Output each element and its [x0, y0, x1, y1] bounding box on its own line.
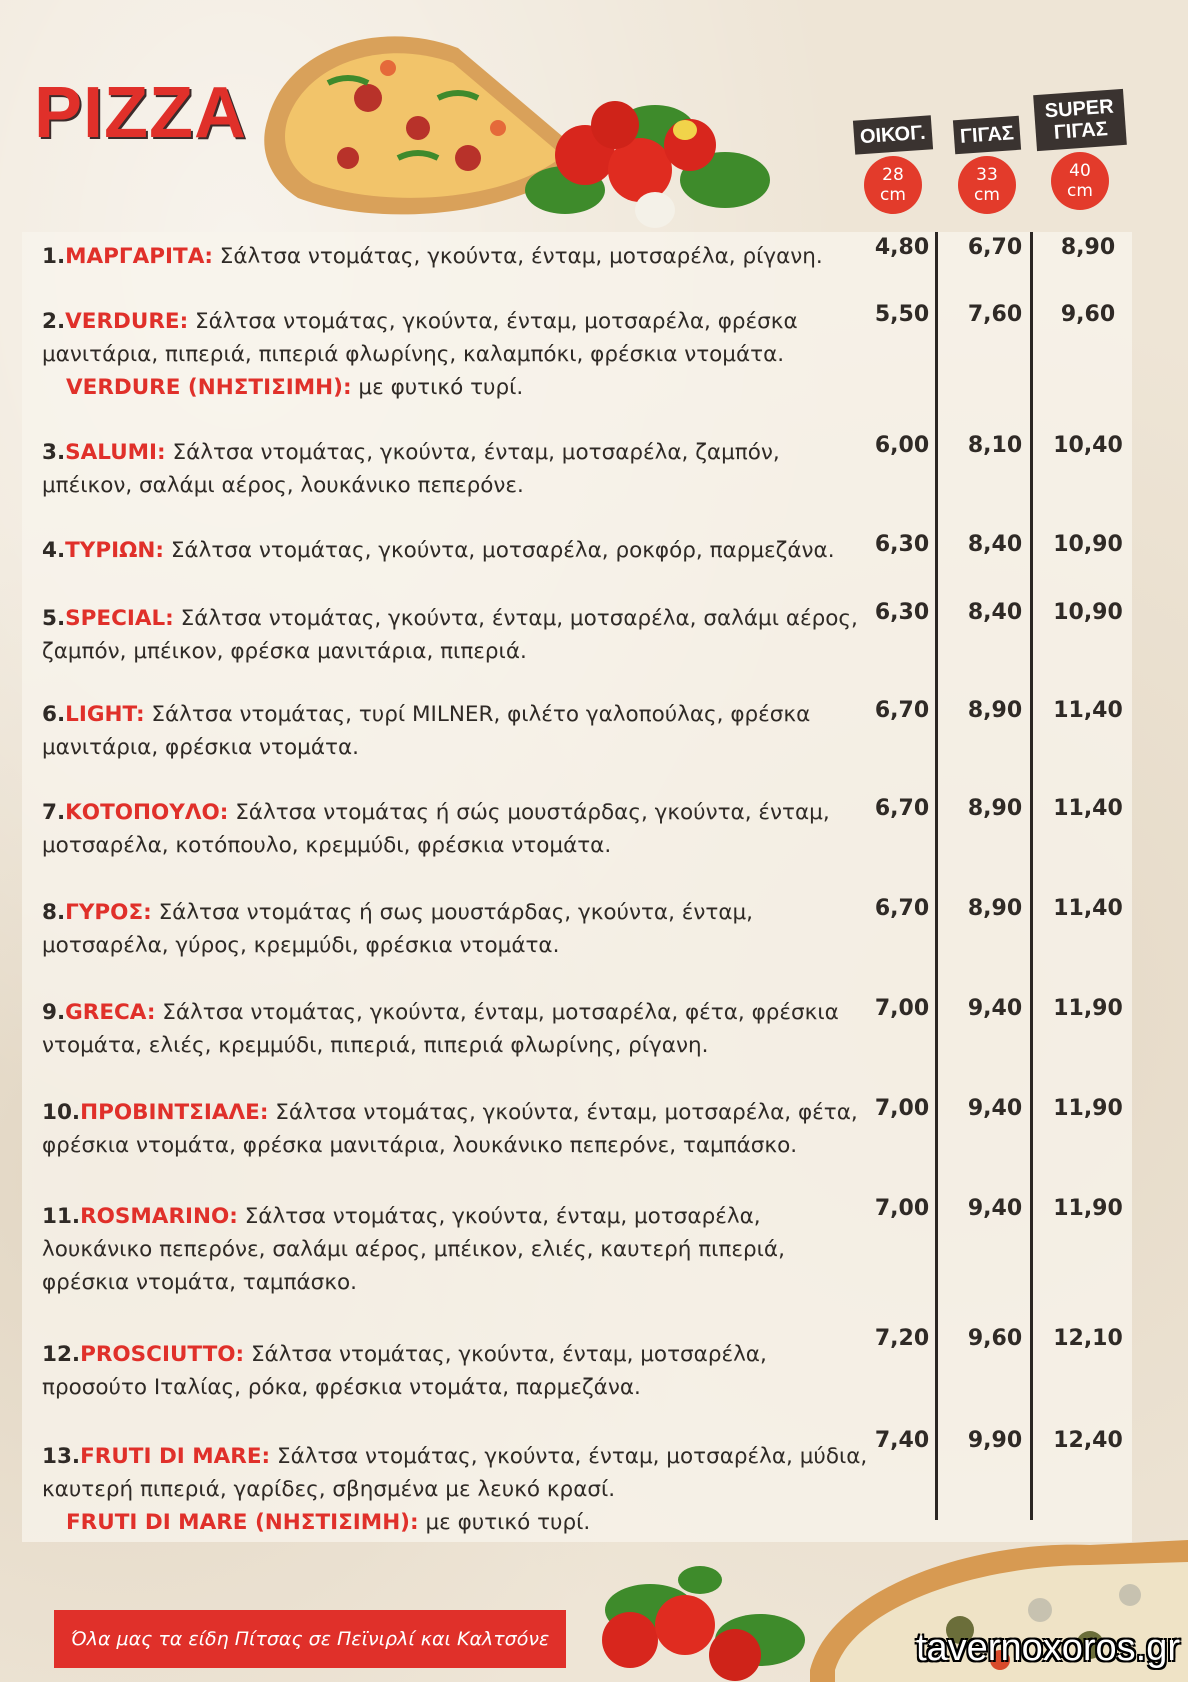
size-label: SUPER ΓΙΓΑΣ — [1033, 89, 1127, 151]
menu-item: 12.PROSCIUTTO: Σάλτσα ντομάτας, γκούντα, ένταμ, μοτσαρέλα, προσούτο Ιταλίας, ρόκα, φρέσκια ντομάτα, παρμεζάνα. — [42, 1342, 767, 1400]
size-header-super — [1030, 92, 1130, 210]
size-badge: 28 cm — [864, 156, 922, 214]
price-small: 5,50 — [874, 302, 930, 327]
size-badge: 40 cm — [1051, 152, 1109, 210]
menu-item: 10.ΠΡΟΒΙΝΤΣΙΑΛΕ: Σάλτσα ντομάτας, γκούντα, ένταμ, μοτσαρέλα, φέτα, φρέσκια ντομάτα, φρέσκα μανιτάρια, λουκάνικο πεπερόνε, ταμπάσκο. — [42, 1100, 858, 1158]
price-large: 8,90 — [967, 796, 1023, 821]
price-large: 9,60 — [967, 1326, 1023, 1351]
menu-item: 8.ΓΥΡΟΣ: Σάλτσα ντομάτας ή σως μουστάρδας, γκούντα, ένταμ, μοτσαρέλα, γύρος, κρεμμύδι, φρέσκια ντομάτα. — [42, 900, 754, 958]
size-header-large — [942, 118, 1032, 214]
price-small: 6,30 — [874, 600, 930, 625]
size-label: ΟΙΚΟΓ. — [853, 115, 933, 154]
menu-item: 3.SALUMI: Σάλτσα ντομάτας, γκούντα, ένταμ, μοτσαρέλα, ζαμπόν, μπέικον, σαλάμι αέρος, λουκάνικο πεπερόνε. — [42, 440, 780, 498]
price-super: 11,40 — [1053, 896, 1123, 921]
price-small: 6,00 — [874, 433, 930, 458]
price-large: 6,70 — [967, 235, 1023, 260]
price-super: 11,90 — [1053, 1096, 1123, 1121]
price-large: 9,90 — [967, 1428, 1023, 1453]
price-large: 8,40 — [967, 600, 1023, 625]
menu-item: 11.ROSMARINO: Σάλτσα ντομάτας, γκούντα, ένταμ, μοτσαρέλα, λουκάνικο πεπερόνε, σαλάμι αέρος, μπέικον, ελιές, καυτερή πιπεριά, φρέσκια ντομάτα, ταμπάσκο. — [42, 1204, 785, 1295]
price-super: 12,40 — [1053, 1428, 1123, 1453]
price-large: 8,90 — [967, 896, 1023, 921]
menu-item: 4.ΤΥΡΙΩΝ: Σάλτσα ντομάτας, γκούντα, μοτσαρέλα, ροκφόρ, παρμεζάνα. — [42, 538, 835, 563]
price-super: 12,10 — [1053, 1326, 1123, 1351]
size-header-small — [848, 118, 938, 214]
menu-item: 9.GRECA: Σάλτσα ντομάτας, γκούντα, ένταμ, μοτσαρέλα, φέτα, φρέσκια ντομάτα, ελιές, κρεμμύδι, πιπεριά, πιπεριά φλωρίνης, ρίγανη. — [42, 1000, 839, 1058]
menu-item: 6.LIGHT: Σάλτσα ντομάτας, τυρί MILNER, φιλέτο γαλοπούλας, φρέσκα μανιτάρια, φρέσκια ντομάτα. — [42, 702, 811, 760]
price-small: 6,70 — [874, 796, 930, 821]
price-large: 9,40 — [967, 996, 1023, 1021]
price-super: 10,40 — [1053, 433, 1123, 458]
price-super: 10,90 — [1053, 532, 1123, 557]
size-label: ΓΙΓΑΣ — [953, 116, 1021, 155]
menu-item: 13.FRUTI DI MARE: Σάλτσα ντομάτας, γκούντα, ένταμ, μοτσαρέλα, μύδια, καυτερή πιπεριά, γαρίδες, σβησμένα με λευκό κρασί. FRUTI DI MARE (ΝΗΣΤΙΣΙΜΗ): με φυτικό τυρί. — [42, 1440, 872, 1539]
price-small: 6,70 — [874, 698, 930, 723]
menu-item-variant: VERDURE (ΝΗΣΤΙΣΙΜΗ): με φυτικό τυρί. — [66, 375, 524, 400]
price-super: 11,40 — [1053, 796, 1123, 821]
price-large: 9,40 — [967, 1196, 1023, 1221]
watermark: tavernoxoros.gr — [915, 1627, 1180, 1669]
price-small: 6,70 — [874, 896, 930, 921]
menu-item: 1.ΜΑΡΓΑΡΙΤΑ: Σάλτσα ντομάτας, γκούντα, ένταμ, μοτσαρέλα, ρίγανη. — [42, 244, 823, 269]
price-super: 9,60 — [1060, 302, 1116, 327]
menu-item: 2.VERDURE: Σάλτσα ντομάτας, γκούντα, ένταμ, μοτσαρέλα, φρέσκα μανιτάρια, πιπεριά, πιπεριά φλωρίνης, καλαμπόκι, φρέσκια ντομάτα. VERDURE (ΝΗΣΤΙΣΙΜΗ): με φυτικό τυρί. — [42, 305, 872, 404]
menu-title: PIZZA — [34, 73, 247, 153]
price-small: 7,20 — [874, 1326, 930, 1351]
menu-item: 7.ΚΟΤΟΠΟΥΛΟ: Σάλτσα ντομάτας ή σώς μουστάρδας, γκούντα, ένταμ, μοτσαρέλα, κοτόπουλο, κρεμμύδι, φρέσκια ντομάτα. — [42, 800, 830, 858]
size-badge: 33 cm — [958, 156, 1016, 214]
price-small: 6,30 — [874, 532, 930, 557]
price-super: 10,90 — [1053, 600, 1123, 625]
price-super: 11,90 — [1053, 996, 1123, 1021]
price-small: 4,80 — [874, 235, 930, 260]
price-large: 8,40 — [967, 532, 1023, 557]
price-small: 7,00 — [874, 996, 930, 1021]
price-super: 11,90 — [1053, 1196, 1123, 1221]
price-small: 7,40 — [874, 1428, 930, 1453]
price-large: 7,60 — [967, 302, 1023, 327]
price-small: 7,00 — [874, 1196, 930, 1221]
footer-note: Όλα μας τα είδη Πίτσας σε Πεϊνιρλί και Καλτσόνε — [54, 1610, 566, 1668]
price-super: 8,90 — [1060, 235, 1116, 260]
tomato-basil-illustration — [505, 70, 805, 240]
price-large: 8,10 — [967, 433, 1023, 458]
price-large: 8,90 — [967, 698, 1023, 723]
menu-item-variant: FRUTI DI MARE (ΝΗΣΤΙΣΙΜΗ): με φυτικό τυρί. — [66, 1510, 591, 1535]
price-super: 11,40 — [1053, 698, 1123, 723]
price-small: 7,00 — [874, 1096, 930, 1121]
menu-item: 5.SPECIAL: Σάλτσα ντομάτας, γκούντα, ένταμ, μοτσαρέλα, σαλάμι αέρος, ζαμπόν, μπέικον, φρέσκα μανιτάρια, πιπεριά. — [42, 606, 858, 664]
price-large: 9,40 — [967, 1096, 1023, 1121]
